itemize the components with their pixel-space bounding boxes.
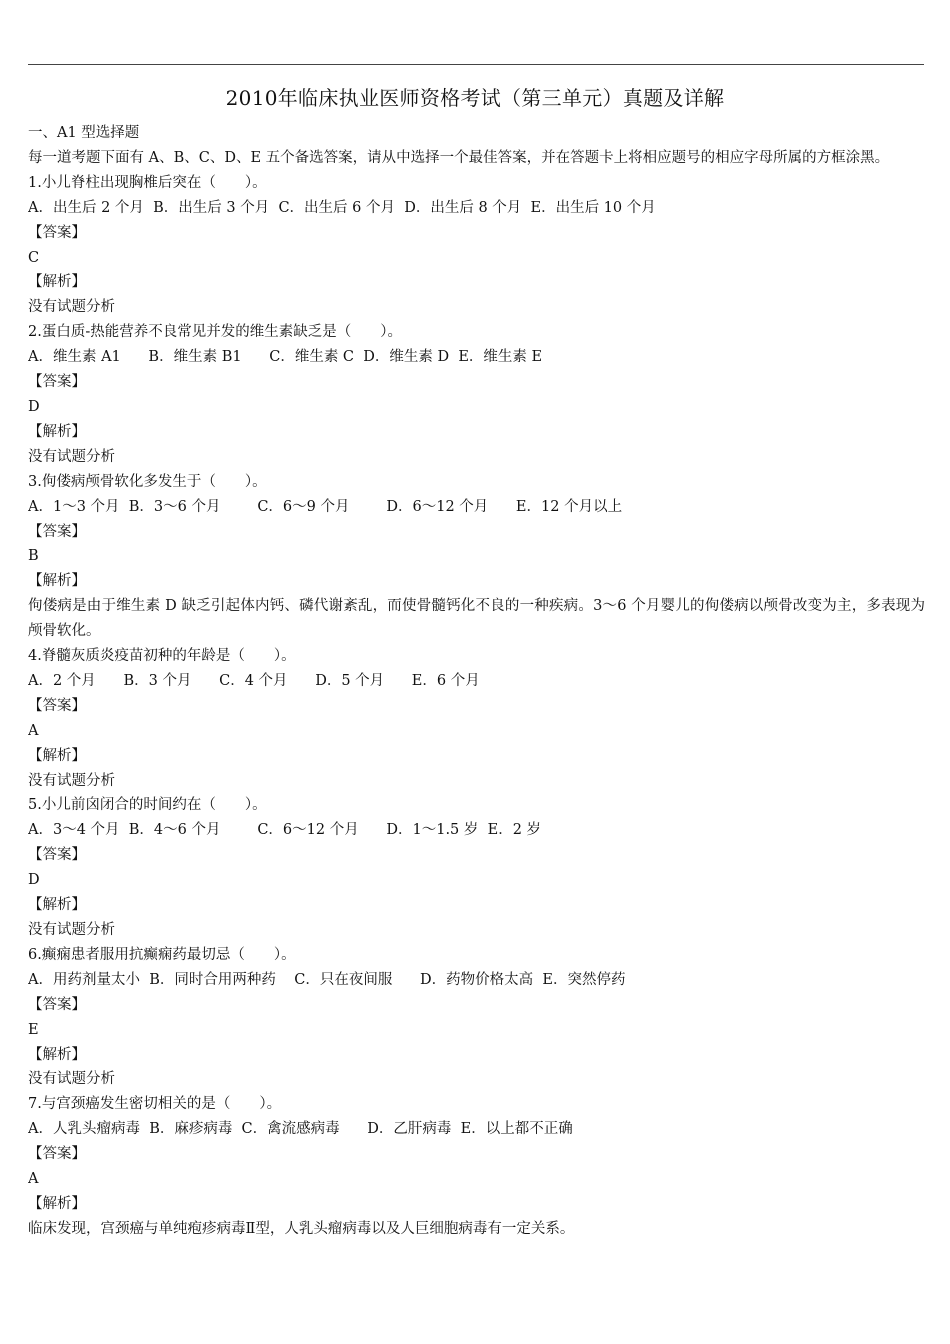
question-6: [28, 943, 925, 1092]
question-7: [28, 1092, 925, 1241]
answer-value: E: [28, 1021, 39, 1038]
analysis-label: 【解析】: [28, 897, 86, 914]
header-rule: [28, 64, 924, 65]
answer-label: 【答案】: [28, 697, 86, 714]
answer-label: 【答案】: [28, 847, 86, 864]
answer-label: 【答案】: [28, 374, 86, 391]
analysis-label: 【解析】: [28, 423, 86, 440]
analysis-label: 【解析】: [28, 747, 86, 764]
page-title: 2010年临床执业医师资格考试（第三单元）真题及详解: [225, 86, 725, 110]
question-1: [28, 171, 925, 320]
question-stem: 3.佝偻病颅骨软化多发生于（ ）。: [28, 473, 267, 490]
answer-value: B: [28, 548, 39, 565]
section-heading: 一、A1 型选择题: [28, 125, 140, 141]
analysis-text: 佝偻病是由于维生素 D 缺乏引起体内钙、磷代谢紊乱，而使骨髓钙化不良的一种疾病。3～6 个月婴儿的佝偻病以颅骨改变为主，多表现为颅骨软化。: [28, 598, 925, 640]
question-stem: 2.蛋白质-热能营养不良常见并发的维生素缺乏是（ ）。: [28, 324, 402, 341]
analysis-text: 没有试题分析: [28, 922, 115, 938]
answer-value: D: [28, 872, 40, 889]
question-stem: 6.癫痫患者服用抗癫痫药最切忌（ ）。: [28, 946, 296, 963]
analysis-label: 【解析】: [28, 1046, 86, 1063]
analysis-text: 没有试题分析: [28, 1071, 115, 1088]
question-options: A．维生素 A1 B．维生素 B1 C．维生素 C D．维生素 D E．维生素 E: [28, 349, 543, 366]
answer-label: 【答案】: [28, 523, 86, 540]
question-5: [28, 793, 925, 942]
question-stem: 5.小儿前囟闭合的时间约在（ ）。: [28, 797, 267, 814]
answer-value: D: [28, 398, 40, 415]
question-stem: 4.脊髓灰质炎疫苗初种的年龄是（ ）。: [28, 648, 296, 665]
document-body: [28, 121, 925, 1242]
answer-value: A: [28, 1171, 39, 1188]
question-options: A．出生后 2 个月 B．出生后 3 个月 C．出生后 6 个月 D．出生后 8 个月 E．出生后 10 个月: [28, 199, 656, 216]
analysis-label: 【解析】: [28, 274, 86, 291]
question-options: A．3～4 个月 B．4～6 个月 C．6～12 个月 D．1～1.5 岁 E．2 岁: [28, 822, 542, 839]
answer-value: C: [28, 249, 40, 266]
analysis-text: 临床发现，宫颈癌与单纯疱疹病毒Ⅱ型，人乳头瘤病毒以及人巨细胞病毒有一定关系。: [28, 1220, 575, 1237]
question-stem: 1.小儿脊柱出现胸椎后突在（ ）。: [28, 174, 267, 191]
question-stem: 7.与宫颈癌发生密切相关的是（ ）。: [28, 1096, 282, 1113]
answer-label: 【答案】: [28, 1146, 86, 1163]
question-options: A．人乳头瘤病毒 B．麻疹病毒 C．禽流感病毒 D．乙肝病毒 E．以上都不正确: [28, 1121, 573, 1138]
analysis-label: 【解析】: [28, 573, 86, 590]
question-3: [28, 470, 925, 644]
question-options: A．1～3 个月 B．3～6 个月 C．6～9 个月 D．6～12 个月 E．12 个月以上: [28, 498, 623, 515]
analysis-label: 【解析】: [28, 1195, 86, 1212]
question-options: A．用药剂量太小 B．同时合用两种药 C．只在夜间服 D．药物价格太高 E．突然停药: [28, 971, 626, 988]
answer-label: 【答案】: [28, 224, 86, 241]
question-4: [28, 644, 925, 793]
section-instructions: 每一道考题下面有 A、B、C、D、E 五个备选答案，请从中选择一个最佳答案，并在答题卡上将相应题号的相应字母所属的方框涂黑。: [28, 149, 890, 166]
analysis-text: 没有试题分析: [28, 299, 115, 316]
question-options: A．2 个月 B．3 个月 C．4 个月 D．5 个月 E．6 个月: [28, 672, 480, 689]
question-2: [28, 320, 925, 469]
analysis-text: 没有试题分析: [28, 772, 115, 789]
answer-label: 【答案】: [28, 996, 86, 1013]
analysis-text: 没有试题分析: [28, 448, 115, 465]
answer-value: A: [28, 722, 39, 739]
